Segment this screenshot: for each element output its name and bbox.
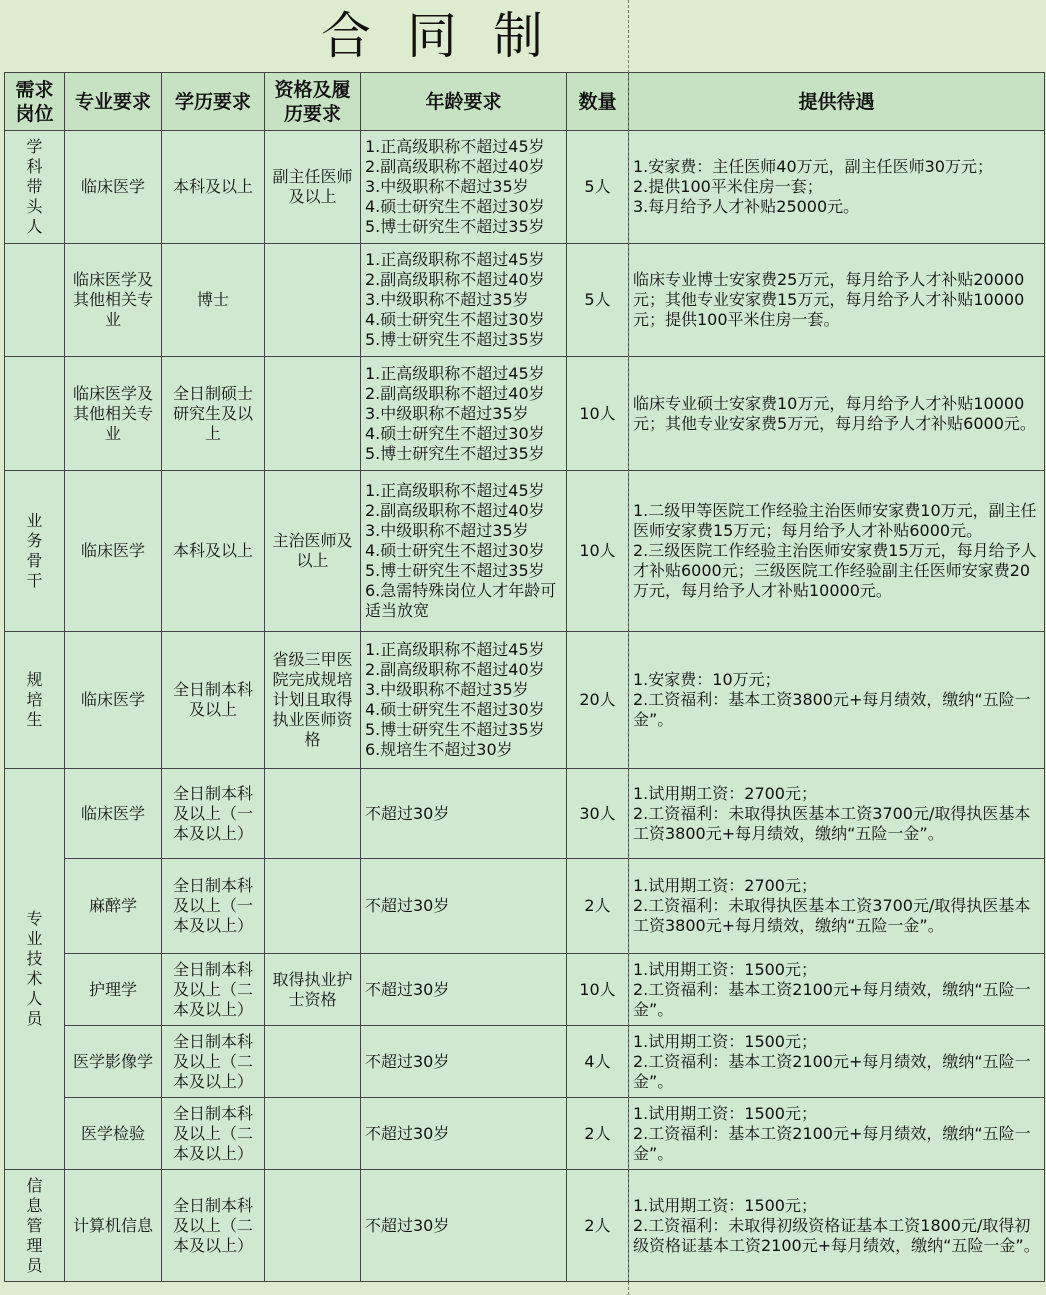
education-cell: 全日制本科及以上（一本及以上）: [162, 769, 265, 859]
benefit-cell: 1.试用期工资：1500元； 2.工资福利：基本工资2100元+每月绩效，缴纳“五险一金”。: [629, 1026, 1045, 1098]
education-cell: 博士: [162, 244, 265, 357]
qualification-cell: [265, 1098, 361, 1170]
table-row: [5, 769, 1045, 859]
benefit-cell: 1.安家费：主任医师40万元，副主任医师30万元； 2.提供100平米住房一套； 3.每月给予人才补贴25000元。: [629, 131, 1045, 244]
post-cell: 规培生: [5, 632, 65, 769]
age-cell: 不超过30岁: [361, 1026, 567, 1098]
qualification-cell: [265, 357, 361, 471]
count-cell: 10人: [567, 471, 629, 632]
post-cell: [5, 244, 65, 357]
benefit-cell: 1.试用期工资：2700元； 2.工资福利：未取得执医基本工资3700元/取得执医基本工资3800元+每月绩效，缴纳“五险一金”。: [629, 769, 1045, 859]
header-education: 学历要求: [162, 73, 265, 131]
benefit-cell: 临床专业硕士安家费10万元，每月给予人才补贴10000元；其他专业安家费5万元，每月给予人才补贴6000元。: [629, 357, 1045, 471]
benefit-cell: 1.试用期工资：1500元； 2.工资福利：基本工资2100元+每月绩效，缴纳“五险一金”。: [629, 1098, 1045, 1170]
age-cell: 1.正高级职称不超过45岁 2.副高级职称不超过40岁 3.中级职称不超过35岁 4.硕士研究生不超过30岁 5.博士研究生不超过35岁 6.规培生不超过30岁: [361, 632, 567, 769]
major-cell: 麻醉学: [65, 859, 162, 954]
major-cell: 临床医学及其他相关专业: [65, 244, 162, 357]
post-cell: [5, 357, 65, 471]
table-row: [5, 1098, 1045, 1170]
header-row: [5, 73, 1045, 131]
table-row: [5, 859, 1045, 954]
count-cell: 2人: [567, 1098, 629, 1170]
major-cell: 医学检验: [65, 1098, 162, 1170]
count-cell: 10人: [567, 954, 629, 1026]
post-cell: 学科带头人: [5, 131, 65, 244]
table-row: [5, 954, 1045, 1026]
qualification-cell: 主治医师及以上: [265, 471, 361, 632]
qualification-cell: [265, 769, 361, 859]
post-cell: 信息管理员: [5, 1170, 65, 1282]
age-cell: 1.正高级职称不超过45岁 2.副高级职称不超过40岁 3.中级职称不超过35岁 4.硕士研究生不超过30岁 5.博士研究生不超过35岁 6.急需特殊岗位人才年龄可适当放宽: [361, 471, 567, 632]
age-cell: 1.正高级职称不超过45岁 2.副高级职称不超过40岁 3.中级职称不超过35岁 4.硕士研究生不超过30岁 5.博士研究生不超过35岁: [361, 357, 567, 471]
qualification-cell: [265, 1170, 361, 1282]
major-cell: 临床医学: [65, 769, 162, 859]
education-cell: 全日制本科及以上（二本及以上）: [162, 1170, 265, 1282]
table-row: [5, 1170, 1045, 1282]
count-cell: 4人: [567, 1026, 629, 1098]
age-cell: 1.正高级职称不超过45岁 2.副高级职称不超过40岁 3.中级职称不超过35岁 4.硕士研究生不超过30岁 5.博士研究生不超过35岁: [361, 244, 567, 357]
benefit-cell: 1.试用期工资：1500元； 2.工资福利：未取得初级资格证基本工资1800元/取得初级资格证基本工资2100元+每月绩效，缴纳“五险一金”。: [629, 1170, 1045, 1282]
education-cell: 本科及以上: [162, 471, 265, 632]
header-major: 专业要求: [65, 73, 162, 131]
count-cell: 20人: [567, 632, 629, 769]
major-cell: 临床医学: [65, 131, 162, 244]
age-cell: 不超过30岁: [361, 1170, 567, 1282]
header-qualification: 资格及履历要求: [265, 73, 361, 131]
benefit-cell: 1.二级甲等医院工作经验主治医师安家费10万元，副主任医师安家费15万元；每月给予人才补贴6000元。 2.三级医院工作经验主治医师安家费15万元，每月给予人才补贴6000元；三级医院工作经验副主任医师安家费20万元，每月给予人才补贴10000元。: [629, 471, 1045, 632]
education-cell: 全日制本科及以上: [162, 632, 265, 769]
education-cell: 全日制本科及以上（一本及以上）: [162, 859, 265, 954]
age-cell: 不超过30岁: [361, 954, 567, 1026]
age-cell: 不超过30岁: [361, 1098, 567, 1170]
page-title: 合同制: [321, 7, 579, 65]
education-cell: 全日制本科及以上（二本及以上）: [162, 1026, 265, 1098]
benefit-cell: 临床专业博士安家费25万元，每月给予人才补贴20000元；其他专业安家费15万元，每月给予人才补贴10000元；提供100平米住房一套。: [629, 244, 1045, 357]
count-cell: 30人: [567, 769, 629, 859]
recruitment-table: [4, 72, 1045, 1282]
count-cell: 2人: [567, 859, 629, 954]
major-cell: 临床医学及其他相关专业: [65, 357, 162, 471]
header-count: 数量: [567, 73, 629, 131]
table-row: [5, 632, 1045, 769]
benefit-cell: 1.试用期工资：2700元； 2.工资福利：未取得执医基本工资3700元/取得执医基本工资3800元+每月绩效，缴纳“五险一金”。: [629, 859, 1045, 954]
header-age: 年龄要求: [361, 73, 567, 131]
qualification-cell: 省级三甲医院完成规培计划且取得执业医师资格: [265, 632, 361, 769]
major-cell: 计算机信息: [65, 1170, 162, 1282]
major-cell: 临床医学: [65, 632, 162, 769]
page-break-line: [628, 0, 629, 1295]
table-row: [5, 1026, 1045, 1098]
education-cell: 全日制本科及以上（二本及以上）: [162, 1098, 265, 1170]
major-cell: 医学影像学: [65, 1026, 162, 1098]
age-cell: 1.正高级职称不超过45岁 2.副高级职称不超过40岁 3.中级职称不超过35岁 4.硕士研究生不超过30岁 5.博士研究生不超过35岁: [361, 131, 567, 244]
qualification-cell: [265, 244, 361, 357]
benefit-cell: 1.试用期工资：1500元； 2.工资福利：基本工资2100元+每月绩效，缴纳“五险一金”。: [629, 954, 1045, 1026]
table-row: [5, 471, 1045, 632]
education-cell: 全日制本科及以上（二本及以上）: [162, 954, 265, 1026]
qualification-cell: 取得执业护士资格: [265, 954, 361, 1026]
table-row: [5, 244, 1045, 357]
education-cell: 全日制硕士研究生及以上: [162, 357, 265, 471]
table-row: [5, 131, 1045, 244]
age-cell: 不超过30岁: [361, 859, 567, 954]
major-cell: 临床医学: [65, 471, 162, 632]
post-cell: 业务骨干: [5, 471, 65, 632]
education-cell: 本科及以上: [162, 131, 265, 244]
header-post: 需求岗位: [5, 73, 65, 131]
benefit-cell: 1.安家费：10万元； 2.工资福利：基本工资3800元+每月绩效，缴纳“五险一金”。: [629, 632, 1045, 769]
count-cell: 2人: [567, 1170, 629, 1282]
qualification-cell: [265, 1026, 361, 1098]
age-cell: 不超过30岁: [361, 769, 567, 859]
title-banner: [0, 0, 1046, 72]
count-cell: 5人: [567, 244, 629, 357]
qualification-cell: 副主任医师及以上: [265, 131, 361, 244]
qualification-cell: [265, 859, 361, 954]
count-cell: 10人: [567, 357, 629, 471]
table-row: [5, 357, 1045, 471]
post-cell: 专业技术人员: [5, 769, 65, 1170]
header-benefits: 提供待遇: [629, 73, 1045, 131]
major-cell: 护理学: [65, 954, 162, 1026]
count-cell: 5人: [567, 131, 629, 244]
